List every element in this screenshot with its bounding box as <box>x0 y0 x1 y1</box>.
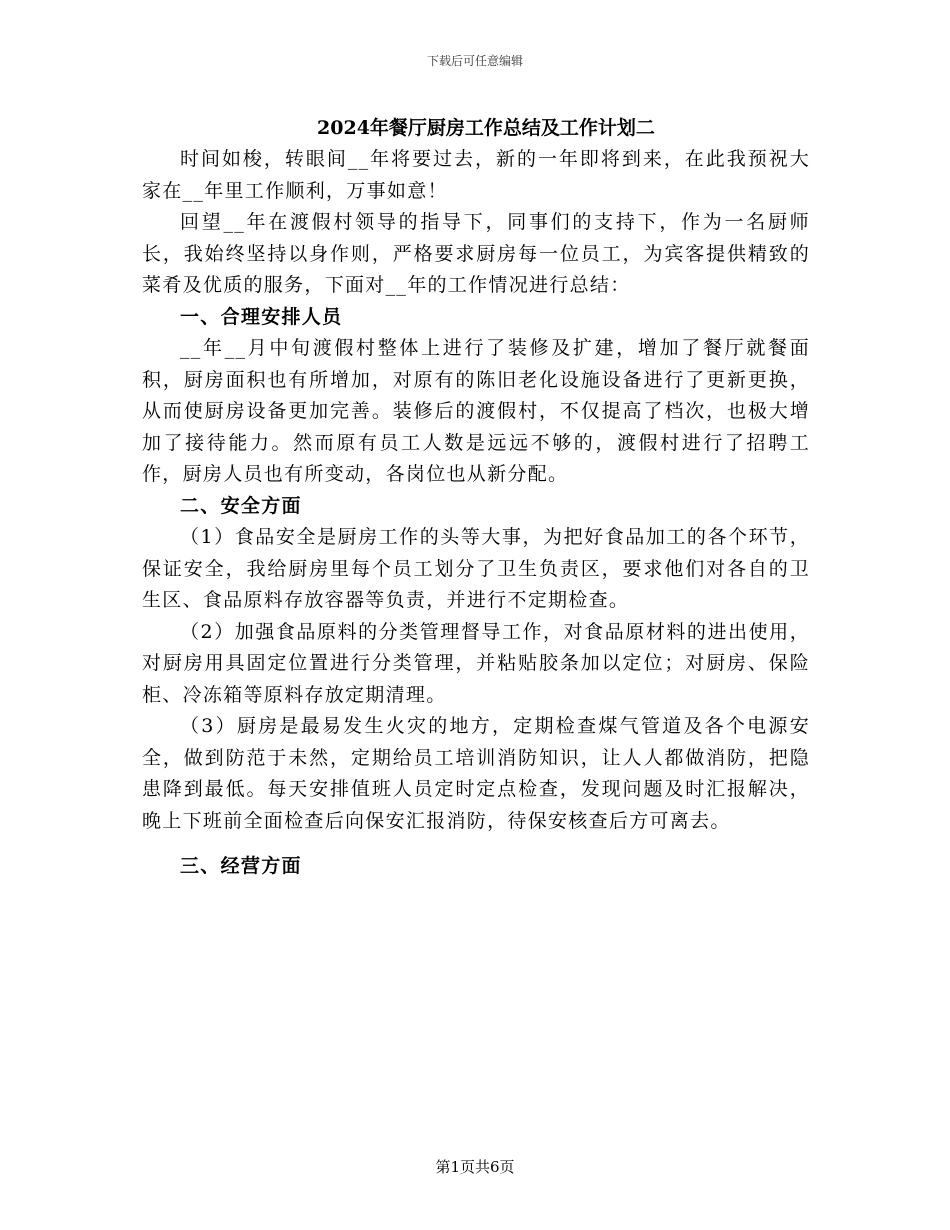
section-heading-staffing: 一、合理安排人员 <box>180 305 343 328</box>
safety-item-3: （3）厨房是最易发生火灾的地方，定期检查煤气管道及各个电源安全，做到防范于未然，定期给员工培训消防知识，让人人都做消防，把隐患降到最低。每天安排值班人员定时定点检查，发现问题及时汇报解决，晚上下班前全面检查后向保安汇报消防，待保安核查后方可离去。 <box>142 715 810 832</box>
document-title: 2024年餐厅厨房工作总结及工作计划二 <box>317 117 655 139</box>
safety-item-2: （2）加强食品原料的分类管理督导工作，对食品原材料的进出使用，对厨房用具固定位置进行分类管理，并粘贴胶条加以定位；对厨房、保险柜、冷冻箱等原料存放定期清理。 <box>142 620 810 706</box>
section-paragraph-staffing: __年__月中旬渡假村整体上进行了装修及扩建，增加了餐厅就餐面积，厨房面积也有所增加，对原有的陈旧老化设施设备进行了更新更换，从而使厨房设备更加完善。装修后的渡假村，不仅提高了档次，也极大增加了接待能力。然而原有员工人数是远远不够的，渡假村进行了招聘工作，厨房人员也有所变动，各岗位也从新分配。 <box>142 337 810 485</box>
intro-paragraph-2: 回望__年在渡假村领导的指导下，同事们的支持下，作为一名厨师长，我始终坚持以身作则，严格要求厨房每一位员工，为宾客提供精致的菜肴及优质的服务，下面对__年的工作情况进行总结： <box>142 211 810 296</box>
safety-item-1: （1）食品安全是厨房工作的头等大事，为把好食品加工的各个环节，保证安全，我给厨房里每个员工划分了卫生负责区，要求他们对各自的卫生区、食品原料存放容器等负责，并进行不定期检查。 <box>142 526 810 611</box>
document-body <box>142 112 810 883</box>
intro-paragraph-1: 时间如梭，转眼间__年将要过去，新的一年即将到来，在此我预祝大家在__年里工作顺利，万事如意！ <box>142 148 810 202</box>
header-note: 下载后可任意编辑 <box>426 54 523 68</box>
section-heading-operations: 三、经营方面 <box>180 855 302 877</box>
page-number: 第1页共6页 <box>435 1158 515 1176</box>
section-heading-safety: 二、安全方面 <box>180 494 302 517</box>
